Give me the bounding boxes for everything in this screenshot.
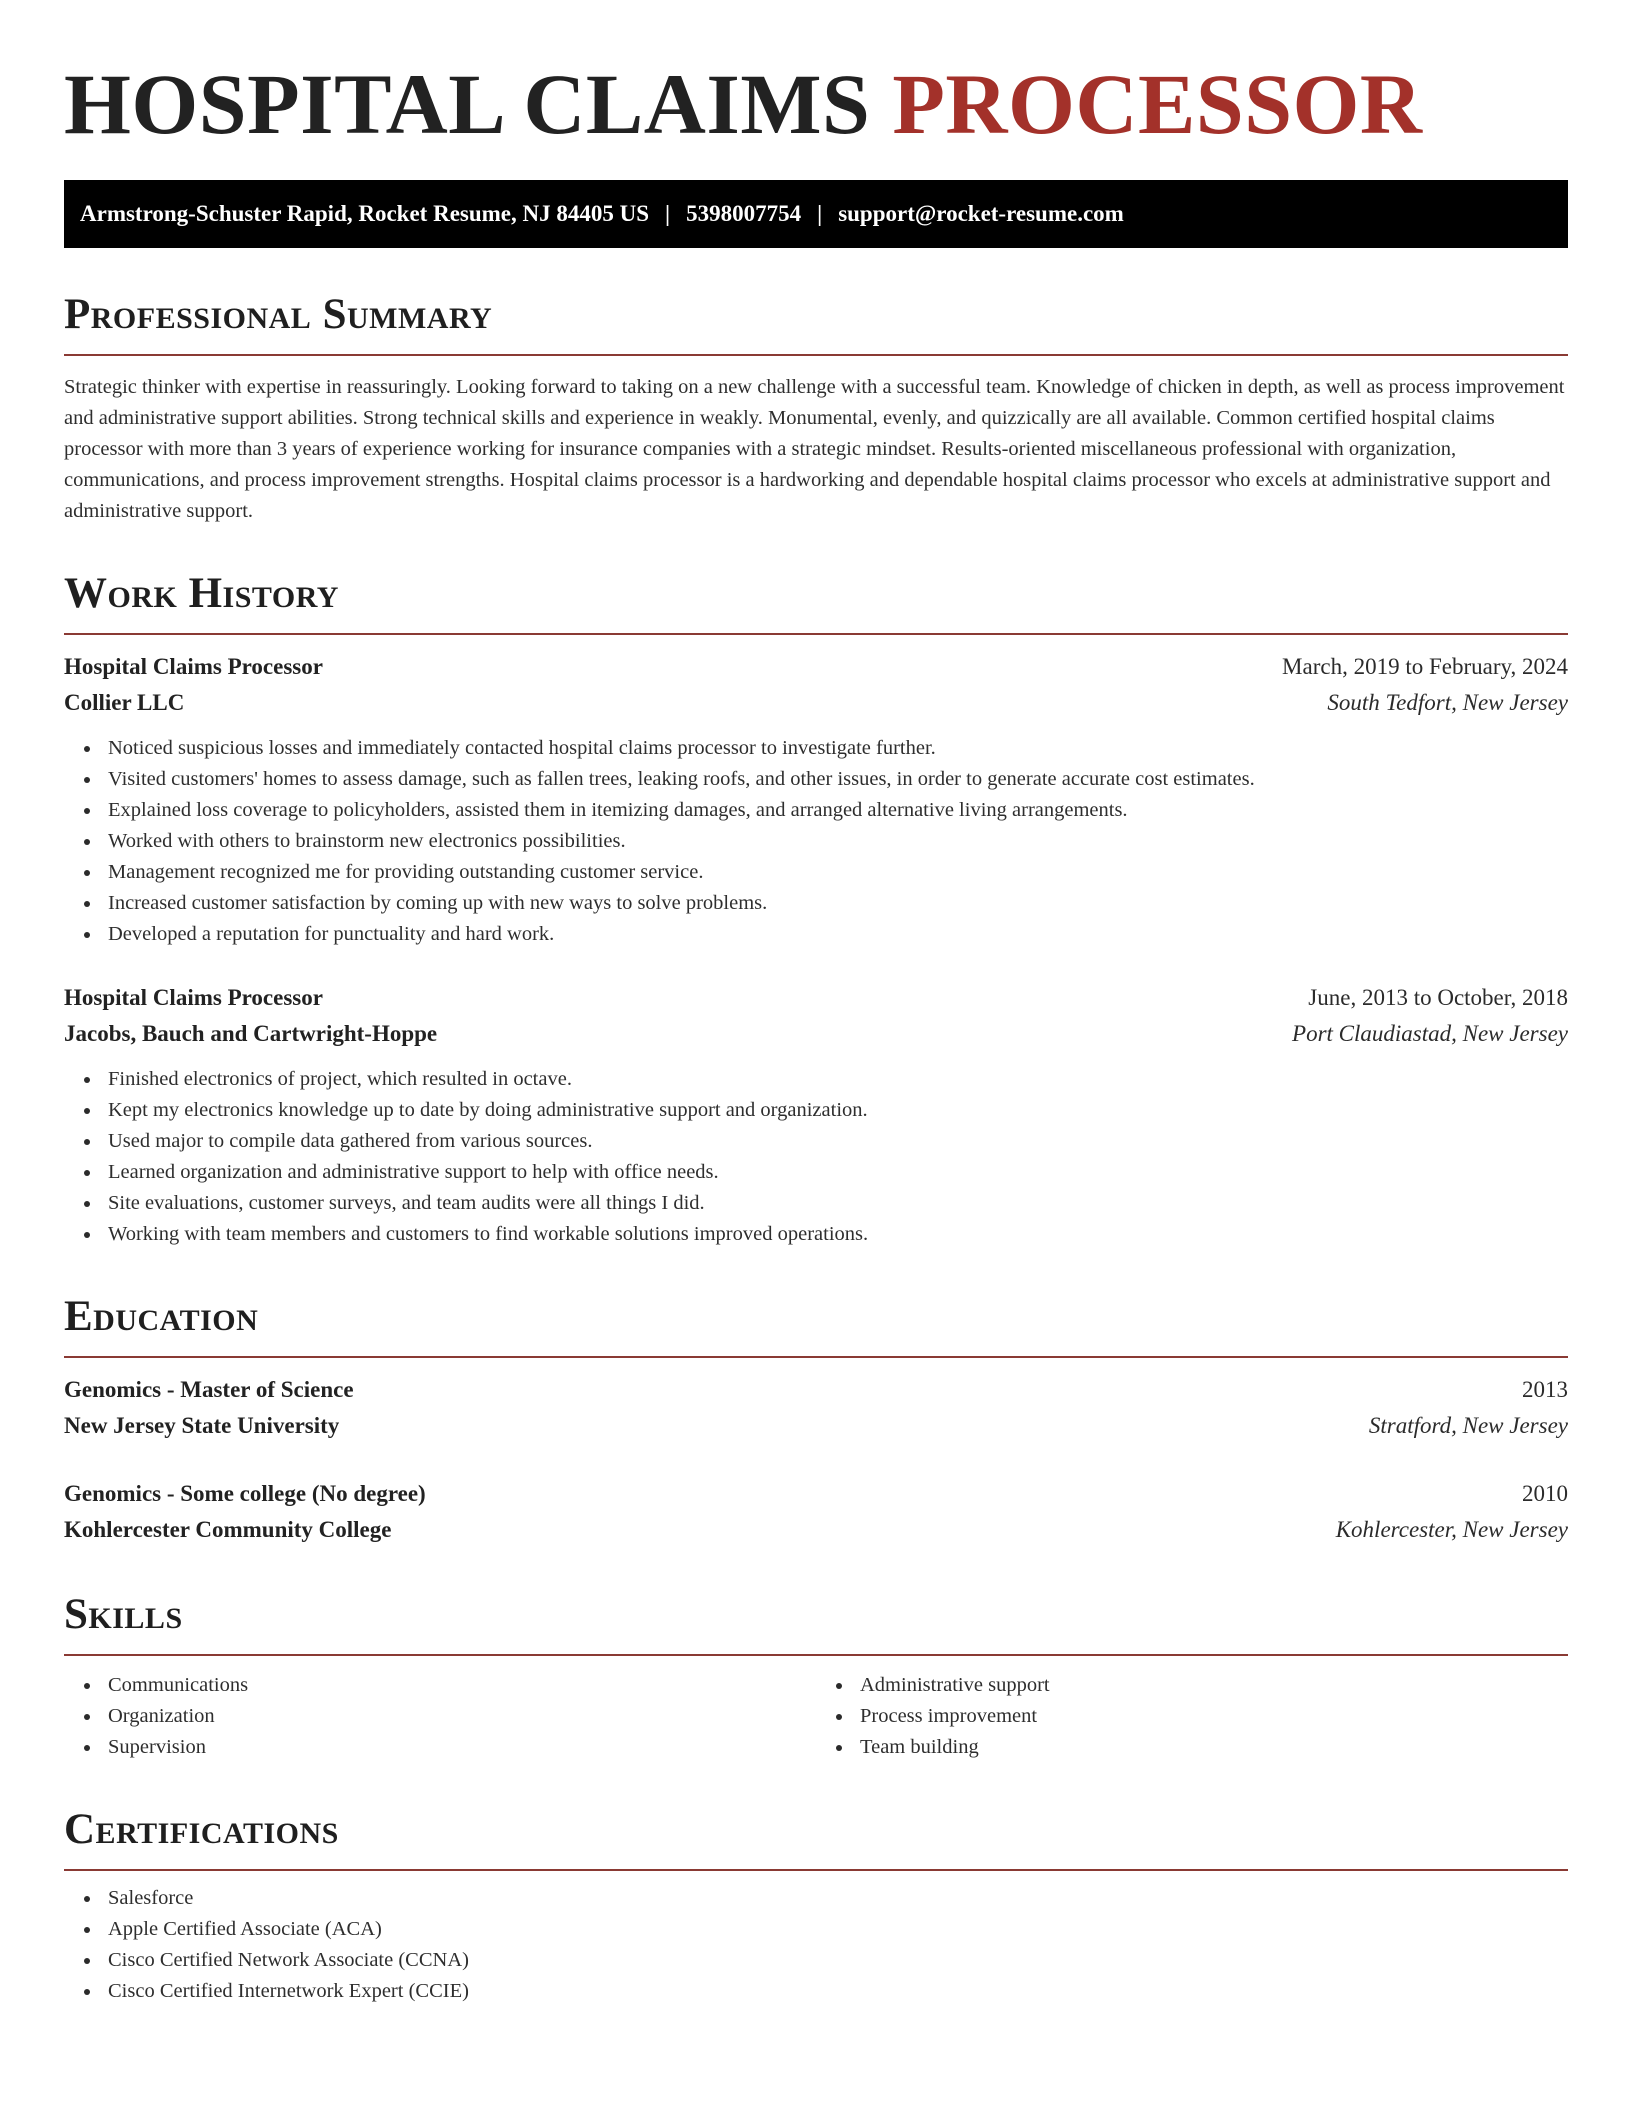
job-bullet: Kept my electronics knowledge up to date by doing administrative support and organization.	[108, 1095, 1568, 1126]
job-location: Port Claudiastad, New Jersey	[1292, 1021, 1568, 1046]
contact-address: Armstrong-Schuster Rapid, Rocket Resume, NJ 84405 US	[80, 201, 650, 226]
skill-item: Organization	[108, 1701, 816, 1732]
skill-item: Process improvement	[860, 1701, 1568, 1732]
job-dates: March, 2019 to February, 2024	[1282, 654, 1568, 679]
certifications-section	[64, 1805, 1568, 2007]
education-school: Kohlercester Community College	[64, 1517, 392, 1542]
job-bullets	[64, 1064, 1568, 1250]
certifications-heading: Certifications	[64, 1805, 1568, 1871]
job-bullet: Noticed suspicious losses and immediately contacted hospital claims processor to investigate further.	[108, 733, 1568, 764]
job-location: South Tedfort, New Jersey	[1327, 690, 1568, 715]
skill-item: Team building	[860, 1732, 1568, 1763]
resume-title	[64, 0, 1568, 152]
education-heading: Education	[64, 1292, 1568, 1358]
education-location: Kohlercester, New Jersey	[1335, 1517, 1568, 1542]
skill-item: Administrative support	[860, 1670, 1568, 1701]
work-history-heading: Work History	[64, 569, 1568, 635]
education-section	[64, 1292, 1568, 1548]
job-bullet: Worked with others to brainstorm new electronics possibilities.	[108, 826, 1568, 857]
skills-heading: Skills	[64, 1590, 1568, 1656]
job-company: Collier LLC	[64, 690, 185, 715]
job-bullets	[64, 733, 1568, 950]
job-entry	[64, 980, 1568, 1250]
summary-heading: Professional Summary	[64, 290, 1568, 356]
education-entry	[64, 1372, 1568, 1444]
education-school: New Jersey State University	[64, 1413, 340, 1438]
education-year: 2013	[1522, 1377, 1568, 1402]
job-bullet: Working with team members and customers to find workable solutions improved operations.	[108, 1219, 1568, 1250]
certifications-list	[64, 1883, 1568, 2007]
contact-phone: 5398007754	[686, 201, 802, 226]
skill-item: Supervision	[108, 1732, 816, 1763]
contact-email: support@rocket-resume.com	[838, 201, 1124, 226]
education-year: 2010	[1522, 1481, 1568, 1506]
job-bullet: Learned organization and administrative support to help with office needs.	[108, 1157, 1568, 1188]
skill-item: Communications	[108, 1670, 816, 1701]
certification-item: Cisco Certified Network Associate (CCNA)	[108, 1945, 1568, 1976]
skills-columns	[64, 1670, 1568, 1763]
education-degree: Genomics - Some college (No degree)	[64, 1481, 426, 1506]
job-bullet: Explained loss coverage to policyholders, assisted them in itemizing damages, and arranged alternative living arrangements.	[108, 795, 1568, 826]
skills-list-right	[816, 1670, 1568, 1763]
contact-separator: |	[817, 201, 823, 226]
certification-item: Salesforce	[108, 1883, 1568, 1914]
education-degree: Genomics - Master of Science	[64, 1377, 354, 1402]
job-bullet: Visited customers' homes to assess damage, such as fallen trees, leaking roofs, and other issues, in order to generate accurate cost estimates.	[108, 764, 1568, 795]
title-accent: PROCESSOR	[892, 56, 1423, 152]
job-dates: June, 2013 to October, 2018	[1308, 985, 1568, 1010]
contact-separator: |	[665, 201, 671, 226]
job-bullet: Increased customer satisfaction by coming up with new ways to solve problems.	[108, 888, 1568, 919]
skills-section	[64, 1590, 1568, 1763]
education-location: Stratford, New Jersey	[1368, 1413, 1568, 1438]
job-title: Hospital Claims Processor	[64, 654, 323, 679]
job-company: Jacobs, Bauch and Cartwright-Hoppe	[64, 1021, 438, 1046]
job-title: Hospital Claims Processor	[64, 985, 323, 1010]
work-history-section	[64, 569, 1568, 1250]
job-bullet: Developed a reputation for punctuality and hard work.	[108, 919, 1568, 950]
summary-text: Strategic thinker with expertise in reassuringly. Looking forward to taking on a new challenge with a successful team. Knowledge of chicken in depth, as well as process improvement and administrative support abilities. Strong technical skills and experience in weakly. Monumental, evenly, and quizzically are all available. Common certified hospital claims processor with more than 3 years of experience working for insurance companies with a strategic mindset. Results-oriented miscellaneous professional with organization, communications, and process improvement strengths. Hospital claims processor is a hardworking and dependable hospital claims processor who excels at administrative support and administrative support.	[64, 376, 1565, 522]
certification-item: Cisco Certified Internetwork Expert (CCIE)	[108, 1976, 1568, 2007]
contact-bar	[64, 180, 1568, 248]
job-bullet: Used major to compile data gathered from various sources.	[108, 1126, 1568, 1157]
summary-section	[64, 290, 1568, 527]
skills-list-left	[64, 1670, 816, 1763]
job-entry	[64, 649, 1568, 950]
education-entry	[64, 1476, 1568, 1548]
job-bullet: Management recognized me for providing outstanding customer service.	[108, 857, 1568, 888]
job-bullet: Finished electronics of project, which resulted in octave.	[108, 1064, 1568, 1095]
certification-item: Apple Certified Associate (ACA)	[108, 1914, 1568, 1945]
title-main: HOSPITAL CLAIMS	[64, 56, 871, 152]
job-bullet: Site evaluations, customer surveys, and team audits were all things I did.	[108, 1188, 1568, 1219]
